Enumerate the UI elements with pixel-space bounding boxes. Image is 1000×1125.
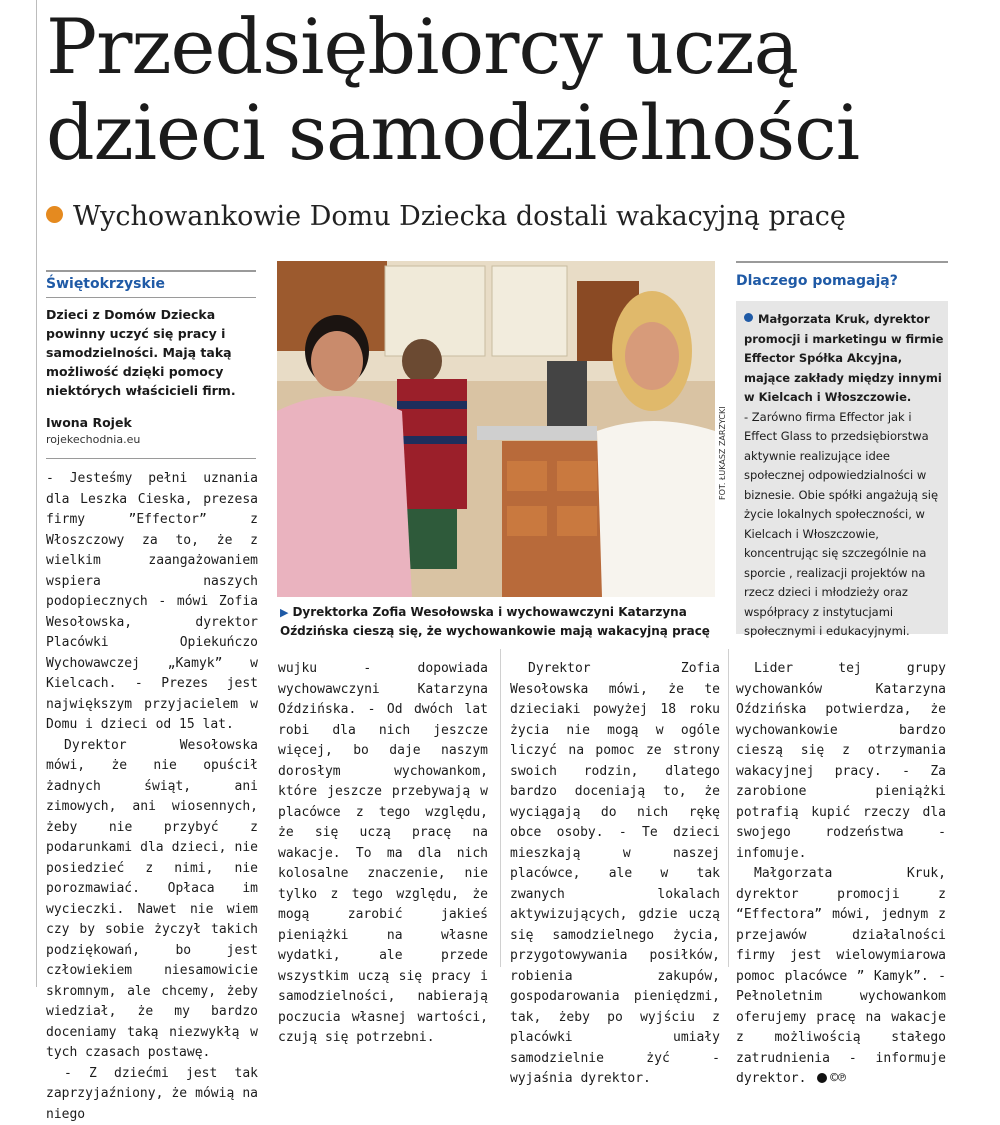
body-column-3 [510, 659, 720, 1090]
photo-caption [280, 603, 720, 640]
caption-arrow-icon: ▶ [280, 606, 288, 619]
subheadline [46, 200, 946, 234]
paragraph: Dyrektor Wesołowska mówi, że nie opuścił żadnych świąt, ani zimowych, ani wiosennych, żeby nie przybyć z podarunkami dla dzieci, nie posiedzieć z nimi, nie porozmawiać. Opłaca im wycieczki. Nawet nie wiem czy by sobie życzył takich podziękowań, bo jest człowiekiem niesamowicie skromnym, ale chcemy, żeby wiedział, że my bardzo doceniamy taką niezwykłą w tych czasach postawę. [46, 736, 258, 1064]
sidebar-body: - Zarówno firma Effector jak i Effect Glass to przedsiębiorstwa aktywnie realizujące idee społecznej odpowiedzialności w biznesie. Obie spółki angażują się życie lokalnych społeczności, w Kielcach i Włoszczowie, koncentrując się szczególnie na sporcie , realizacji projektów na rzecz dzieci i młodzieży oraz współpracy z instytucjami społecznymi i edukacyjnymi. [744, 408, 944, 642]
article-photo [277, 261, 715, 597]
left-column-rule [36, 0, 37, 987]
paragraph: wujku - dopowiada wychowawczyni Katarzyna Oździńska. - Od dwóch lat robi dla nich jeszcze więcej, bo daje naszym dorosłym wychowankom, które jeszcze przebywają w placówce z tego względu, że się uczą pracę na wakacje. To ma dla nich kolosalne znaczenie, nie tylko z tego względu, że mogą zarobić jakieś pieniążki na własne wydatki, ale przede wszystkim uczą się pracy i samodzielności, nabierają poczucia własnej wartości, czują się potrzebni. [278, 659, 488, 1049]
sidebar-header: Dlaczego pomagają? [736, 261, 948, 289]
author-name: Iwona Rojek [46, 415, 132, 430]
photo-illustration [277, 261, 715, 597]
body-column-4 [736, 659, 946, 1090]
kicker-rule [46, 297, 256, 298]
paragraph: Dyrektor Zofia Wesołowska mówi, że te dzieciaki powyżej 18 roku życia nie mogą w ogóle liczyć na pomoc ze strony swoich rodzin, dlatego bardzo doceniają to, że wyciągają do nich rękę obce osoby. - Te dzieci mieszkają w naszej placówce, ale w tak zwanych lokalach aktywizujących, gdzie uczą się samodzielnego życia, przygotowywania posiłków, robienia zakupów, gospodarowania pieniędzmi, tak, żeby po wyjściu z placówki umiały samodzielnie żyć - wyjaśnia dyrektor. [510, 659, 720, 1090]
column-divider [500, 649, 501, 967]
paragraph: Lider tej grupy wychowanków Katarzyna Oździńska potwierdza, że wychowankowie bardzo cieszą się z otrzymania wakacyjnej pracy. - Za zarobione pieniążki potrafią kupić rzeczy dla swojego rodzeństwa - infomuje. [736, 659, 946, 864]
headline: Przedsiębiorcy uczą dzieci samodzielności [46, 4, 986, 176]
paragraph: - Z dziećmi jest tak zaprzyjaźniony, że mówią na niego [46, 1064, 258, 1125]
body-column-1 [46, 469, 258, 1125]
column-divider [728, 649, 729, 967]
orange-bullet-icon [46, 206, 63, 223]
blue-bullet-icon [744, 313, 753, 322]
article-lead: Dzieci z Domów Dziecka powinny uczyć się pracy i samodzielności. Mają taką możliwość dzięki pomocy niektórych właścicieli firm. [46, 305, 258, 400]
sidebar-text [744, 310, 944, 642]
author-email: rojekechodnia.eu [46, 433, 140, 446]
photo-credit: FOT. ŁUKASZ ZARZYCKI [718, 406, 727, 500]
end-of-article-icon [817, 1073, 827, 1083]
body-column-2 [278, 659, 488, 1049]
subheadline-text: Wychowankowie Domu Dziecka dostali wakacyjną pracę [73, 201, 846, 232]
paragraph [736, 864, 946, 1090]
lead-rule [46, 458, 256, 459]
caption-text: Dyrektorka Zofia Wesołowska i wychowawczyni Katarzyna Oździńska cieszą się, że wychowankowie mają wakacyjną pracę [280, 605, 710, 638]
paragraph-text: Małgorzata Kruk, dyrektor promocji z “Effectora” mówi, jednym z przejawów działalności firmy jest wielowymiarowa pomoc placówce ” Kamyk”. - Pełnoletnim wychowankom oferujemy pracę na wakacje z możliwością stałego zatrudnienia - informuje dyrektor. [736, 866, 946, 1086]
end-sign: ©℗ [830, 1071, 846, 1086]
paragraph: - Jesteśmy pełni uznania dla Leszka Cieska, prezesa firmy ”Effector” z Włoszczowy za to, że z wielkim zaangażowaniem wspiera naszych podopiecznych - mówi Zofia Wesołowska, dyrektor Placówki Opiekuńczo Wychowawczej „Kamyk” w Kielcach. - Prezes jest największym przyjacielem w Domu i dzieci od 15 lat. [46, 469, 258, 736]
sidebar-bold-intro: Małgorzata Kruk, dyrektor promocji i marketingu w firmie Effector Spółka Akcyjna, mające zakłady między innymi w Kielcach i Włoszczowie. [744, 312, 944, 404]
section-kicker: Świętokrzyskie [46, 270, 256, 292]
